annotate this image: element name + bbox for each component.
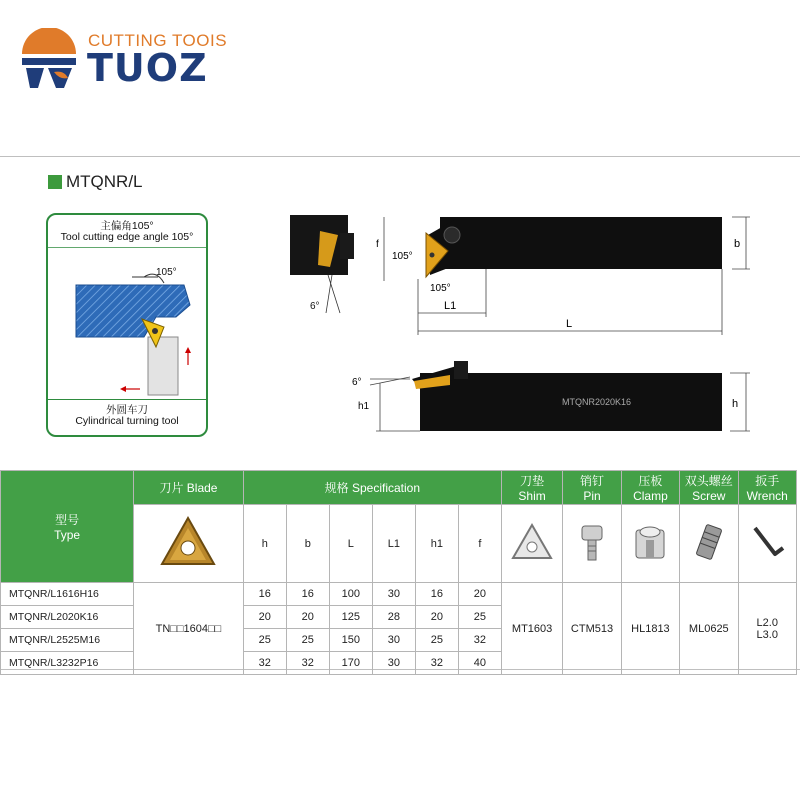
type-header-cn: 型号 — [55, 513, 80, 527]
side-angle-6: 6° — [352, 377, 362, 388]
side-view-drawing — [350, 355, 760, 445]
wrench-code-1: L2.0 — [756, 616, 778, 629]
clamp-header-en: Clamp — [633, 489, 668, 503]
screw-header-en: Screw — [692, 489, 726, 503]
spec-col-h: h — [243, 505, 286, 583]
top-angle-6: 6° — [310, 301, 320, 312]
shim-header — [501, 471, 562, 505]
row-val: 16 — [286, 583, 329, 606]
clamp-icon — [628, 520, 672, 564]
angle-caption-en: Cylindrical turning tool — [75, 415, 179, 427]
row-val: 30 — [372, 652, 415, 675]
brand-name: TUOZ — [87, 46, 208, 90]
wrench-code-2: L3.0 — [756, 628, 778, 641]
spec-col-b: b — [286, 505, 329, 583]
row-type: MTQNR/L3232P16 — [1, 652, 134, 675]
brand-logo-icon — [18, 28, 80, 90]
wrench-code — [738, 583, 797, 675]
top-dim-L1: L1 — [444, 300, 457, 312]
row-val: 20 — [458, 583, 501, 606]
angle-panel-105-label: 105° — [156, 267, 177, 278]
row-val: 20 — [286, 606, 329, 629]
row-val: 25 — [415, 629, 458, 652]
spec-col-L1: L1 — [372, 505, 415, 583]
row-val: 150 — [329, 629, 372, 652]
screw-header — [680, 471, 738, 505]
shim-icon-cell — [501, 505, 562, 583]
wrench-header-en: Wrench — [746, 489, 788, 503]
shim-header-en: Shim — [518, 489, 546, 503]
pin-header-en: Pin — [583, 489, 601, 503]
model-title-text: MTQNR/L — [66, 172, 143, 191]
wrench-header-cn: 扳手 — [755, 474, 780, 488]
row-type: MTQNR/L2525M16 — [1, 629, 134, 652]
shim-icon — [510, 522, 554, 562]
pin-icon — [570, 520, 614, 564]
side-dim-h: h — [732, 398, 739, 410]
table-row — [1, 583, 797, 606]
row-val: 32 — [243, 652, 286, 675]
brand-subtitle: CUTTING TOOIS — [88, 31, 228, 50]
row-val: 100 — [329, 583, 372, 606]
top-angle-105-a: 105° — [392, 251, 413, 262]
top-view-drawing — [280, 205, 760, 345]
spec-col-L: L — [329, 505, 372, 583]
screw-icon-cell — [680, 505, 738, 583]
row-val: 30 — [372, 583, 415, 606]
row-val: 28 — [372, 606, 415, 629]
hex-key-icon — [745, 520, 789, 564]
side-dim-h1: h1 — [358, 401, 370, 412]
spec-col-f: f — [458, 505, 501, 583]
top-dim-f: f — [376, 239, 379, 250]
row-val: 25 — [458, 606, 501, 629]
spec-header: 规格 Specification — [243, 471, 501, 505]
wrench-icon-cell — [738, 505, 797, 583]
row-val: 20 — [415, 606, 458, 629]
screw-icon — [687, 520, 731, 564]
top-dim-L: L — [566, 318, 573, 330]
blade-icon-cell — [134, 505, 244, 583]
type-header — [1, 471, 134, 583]
screw-code: ML0625 — [680, 583, 738, 675]
row-val: 25 — [286, 629, 329, 652]
row-val: 20 — [243, 606, 286, 629]
angle-panel — [46, 213, 208, 437]
body-engraving: MTQNR2020K16 — [562, 397, 632, 407]
top-angle-105-b: 105° — [430, 283, 451, 294]
pin-icon-cell — [563, 505, 621, 583]
row-type: MTQNR/L2020K16 — [1, 606, 134, 629]
type-header-en: Type — [54, 528, 81, 542]
top-dim-b: b — [734, 238, 741, 250]
cylindrical-turning-diagram — [48, 247, 206, 397]
clamp-header-cn: 压板 — [638, 474, 663, 488]
model-title — [48, 172, 143, 192]
row-val: 32 — [458, 629, 501, 652]
row-val: 16 — [243, 583, 286, 606]
green-square-icon — [48, 175, 62, 189]
row-val: 25 — [243, 629, 286, 652]
row-val: 125 — [329, 606, 372, 629]
row-type: MTQNR/L1616H16 — [1, 583, 134, 606]
screw-header-cn: 双头螺丝 — [684, 474, 733, 488]
blade-header: 刀片 Blade — [134, 471, 244, 505]
clamp-icon-cell — [621, 505, 679, 583]
row-val: 170 — [329, 652, 372, 675]
pin-code: CTM513 — [563, 583, 621, 675]
wrench-header — [738, 471, 797, 505]
angle-title-en: Tool cutting edge angle 105° — [60, 231, 194, 243]
pin-header-cn: 销钉 — [580, 474, 605, 488]
triangle-insert-icon — [158, 514, 218, 570]
pin-header — [563, 471, 621, 505]
clamp-code: HL1813 — [621, 583, 679, 675]
angle-title-cn: 主偏角105° — [100, 220, 154, 232]
row-val: 30 — [372, 629, 415, 652]
row-val: 16 — [415, 583, 458, 606]
spec-col-h1: h1 — [415, 505, 458, 583]
shim-code: MT1603 — [501, 583, 562, 675]
spec-table — [0, 470, 797, 675]
shim-header-cn: 刀垫 — [520, 474, 545, 488]
row-val: 32 — [286, 652, 329, 675]
blade-code: TN□□1604□□ — [134, 583, 244, 675]
row-val: 40 — [458, 652, 501, 675]
row-val: 32 — [415, 652, 458, 675]
clamp-header — [621, 471, 679, 505]
angle-caption-cn: 外圆车刀 — [48, 399, 206, 417]
